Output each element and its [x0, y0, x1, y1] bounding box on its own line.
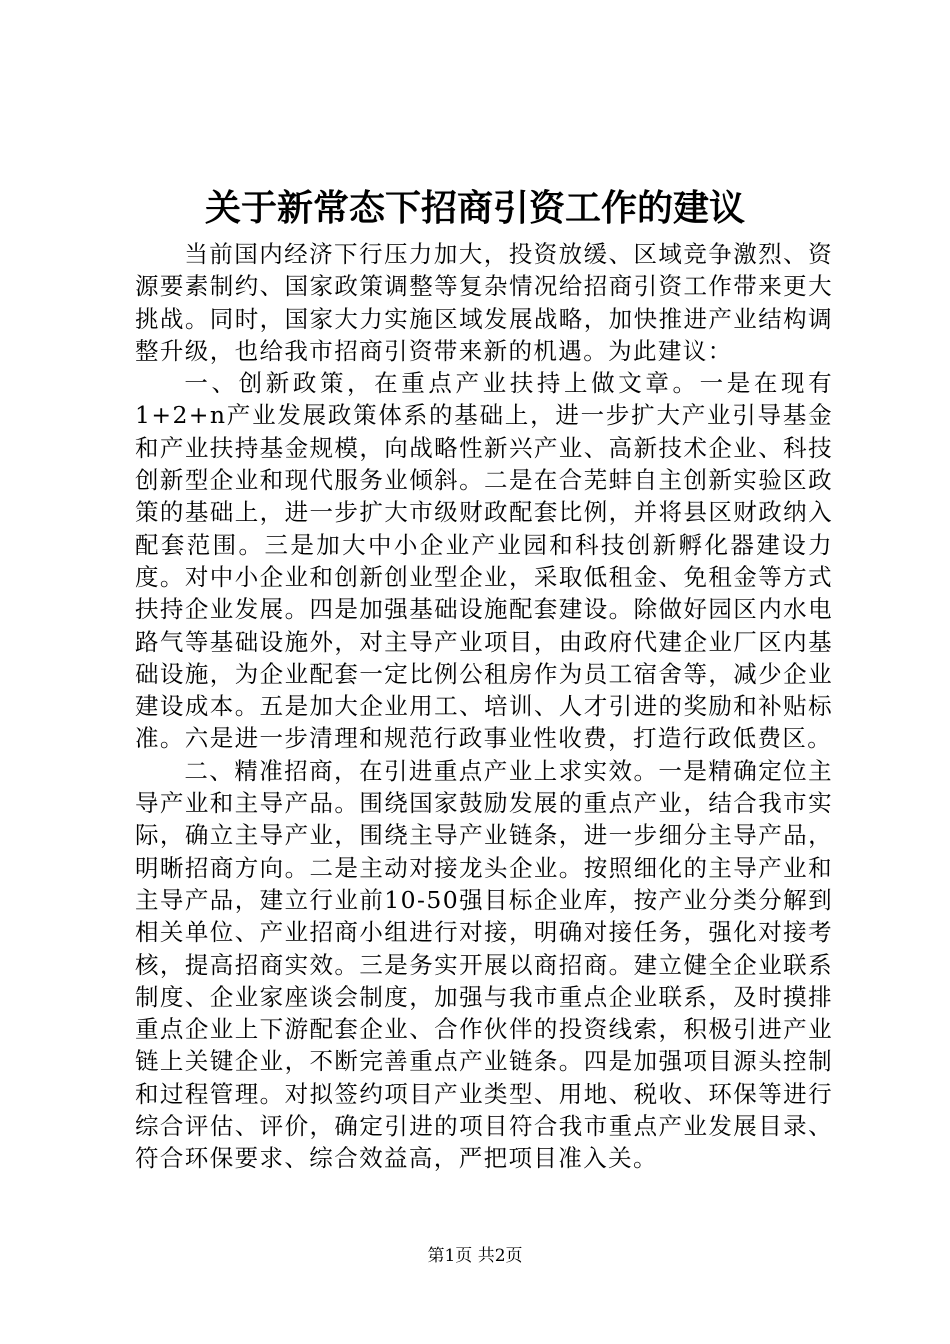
paragraph-intro: 当前国内经济下行压力加大，投资放缓、区域竞争激烈、资源要素制约、国家政策调整等复杂情况给招商引资工作带来更大挑战。同时，国家大力实施区域发展战略，加快推进产业结构调整升级，也给我市招商引资带来新的机遇。为此建议： [135, 240, 833, 365]
document-body [135, 238, 833, 1175]
document-title: 关于新常态下招商引资工作的建议 [204, 188, 745, 229]
paragraph-section-1: 一、创新政策，在重点产业扶持上做文章。一是在现有1+2+n产业发展政策体系的基础上，进一步扩大产业引导基金和产业扶持基金规模，向战略性新兴产业、高新技术企业、科技创新型企业和现代服务业倾斜。二是在合芜蚌自主创新实验区政策的基础上，进一步扩大市级财政配套比例，并将县区财政纳入配套范围。三是加大中小企业产业园和科技创新孵化器建设力度。对中小企业和创新创业型企业，采取低租金、免租金等方式扶持企业发展。四是加强基础设施配套建设。除做好园区内水电路气等基础设施外，对主导产业项目，由政府代建企业厂区内基础设施，为企业配套一定比例公租房作为员工宿舍等，减少企业建设成本。五是加大企业用工、培训、人才引进的奖励和补贴标准。六是进一步清理和规范行政事业性收费，打造行政低费区。 [135, 369, 833, 753]
page-number-footer: 第1页 共2页 [427, 1246, 523, 1266]
paragraph-section-2: 二、精准招商，在引进重点产业上求实效。一是精确定位主导产业和主导产品。围绕国家鼓励发展的重点产业，结合我市实际，确立主导产业，围绕主导产业链条，进一步细分主导产品，明晰招商方向。二是主动对接龙头企业。按照细化的主导产业和主导产品，建立行业前10-50强目标企业库，按产业分类分解到相关单位、产业招商小组进行对接，明确对接任务，强化对接考核，提高招商实效。三是务实开展以商招商。建立健全企业联系制度、企业家座谈会制度，加强与我市重点企业联系，及时摸排重点企业上下游配套企业、合作伙伴的投资线索，积极引进产业链上关键企业，不断完善重点产业链条。四是加强项目源头控制和过程管理。对拟签约项目产业类型、用地、税收、环保等进行综合评估、评价，确定引进的项目符合我市重点产业发展目录、符合环保要求、综合效益高，严把项目准入关。 [135, 756, 833, 1173]
